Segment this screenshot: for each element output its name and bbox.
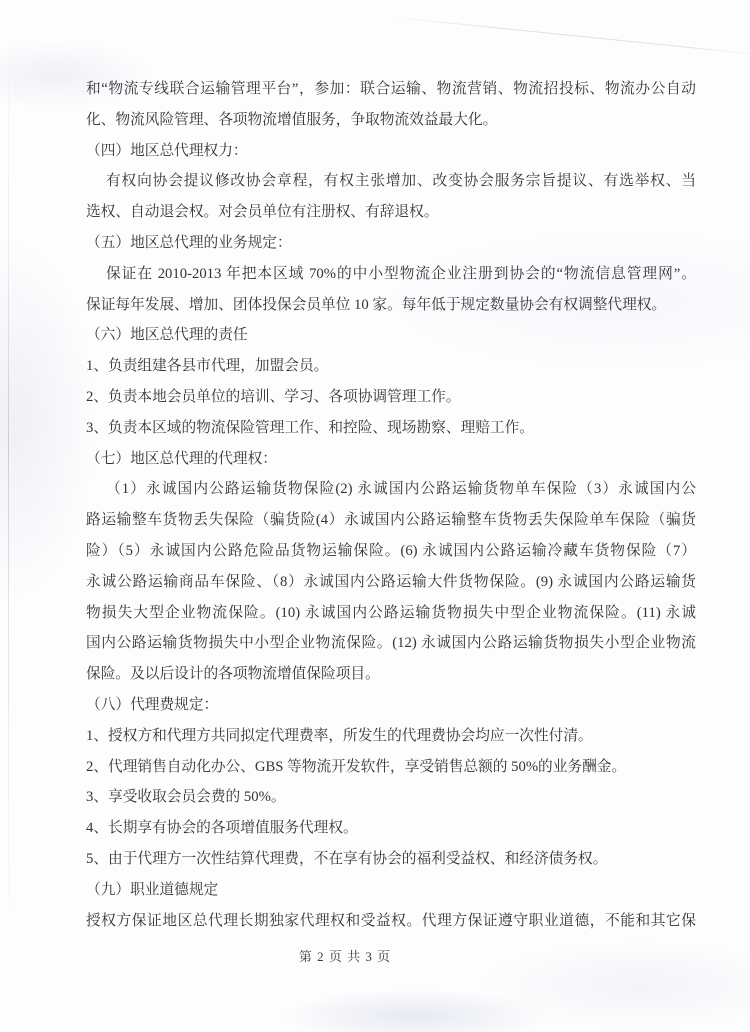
- text-line: 路运输整车货物丢失保险（骗货险(4）永诚国内公路运输整车货物丢失保险单车保险（骗货: [86, 512, 696, 529]
- text-line: 保证每年发展、增加、团体投保会员单位 10 家。每年低于规定数量协会有权调整代理权。: [86, 296, 667, 313]
- text-line: （五）地区总代理的业务规定：: [86, 234, 292, 251]
- text-line: 和“物流专线联合运输管理平台”，参加：联合运输、物流营销、物流招投标、物流办公自动: [86, 81, 696, 97]
- text-line: 物损失大型企业物流保险。(10) 永诚国内公路运输货物损失中型企业物流保险。(11) 永诚: [86, 604, 696, 621]
- text-line: 保险。及以后设计的各项物流增值保险项目。: [86, 666, 380, 683]
- text-line: （1）永诚国内公路运输货物保险(2) 永诚国内公路运输货物单车保险（3）永诚国内公: [106, 481, 696, 498]
- text-line: 保证在 2010-2013 年把本区域 70%的中小型物流企业注册到协会的“物流信息管理网”。: [106, 265, 696, 282]
- text-line: （七）地区总代理的代理权：: [86, 450, 277, 467]
- text-line: 授权方保证地区总代理长期独家代理权和受益权。代理方保证遵守职业道德，不能和其它保: [86, 912, 696, 929]
- scan-edge-shadow: [8, 40, 9, 940]
- text-line: 1、负责组建各县市代理，加盟会员。: [86, 358, 329, 375]
- text-line: 有权向协会提议修改协会章程，有权主张增加、改变协会服务宗旨提议、有选举权、当: [106, 173, 696, 190]
- text-line: 选权、自动退会权。对会员单位有注册权、有辞退权。: [86, 204, 439, 221]
- text-line: 2、代理销售自动化办公、GBS 等物流开发软件，享受销售总额的 50%的业务酬金。: [86, 758, 627, 775]
- text-line: 国内公路运输货物损失中小型企业物流保险。(12) 永诚国内公路运输货物损失小型企业物流: [86, 635, 696, 652]
- text-line: （六）地区总代理的责任: [86, 327, 248, 344]
- text-line: 永诚公路运输商品车保险、（8）永诚国内公路运输大件货物保险。(9) 永诚国内公路运输货: [86, 573, 696, 590]
- text-line: 3、享受收取会员会费的 50%。: [86, 789, 286, 806]
- text-line: 险）（5）永诚国内公路危险品货物运输保险。(6) 永诚国内公路运输冷藏车货物保险（7）: [86, 542, 696, 559]
- text-line: 化、物流风险管理、各项物流增值服务，争取物流效益最大化。: [86, 111, 498, 128]
- text-line: 1、授权方和代理方共同拟定代理费率，所发生的代理费协会均应一次性付清。: [86, 727, 593, 744]
- text-line: （四）地区总代理权力：: [86, 142, 248, 159]
- text-line: 2、负责本地会员单位的培训、学习、各项协调管理工作。: [86, 388, 461, 405]
- text-line: 3、负责本区域的物流保险管理工作、和控险、现场勘察、理赔工作。: [86, 419, 534, 436]
- page-footer: 第 2 页 共 3 页: [298, 949, 392, 964]
- text-line: （八）代理费规定：: [86, 696, 219, 713]
- text-line: 5、由于代理方一次性结算代理费，不在享有协会的福利受益权、和经济债务权。: [86, 850, 608, 867]
- scan-crease: [385, 16, 750, 56]
- document-text: [86, 74, 696, 936]
- text-line: （九）职业道德规定: [86, 881, 219, 898]
- text-line: 4、长期享有协会的各项增值服务代理权。: [86, 820, 358, 837]
